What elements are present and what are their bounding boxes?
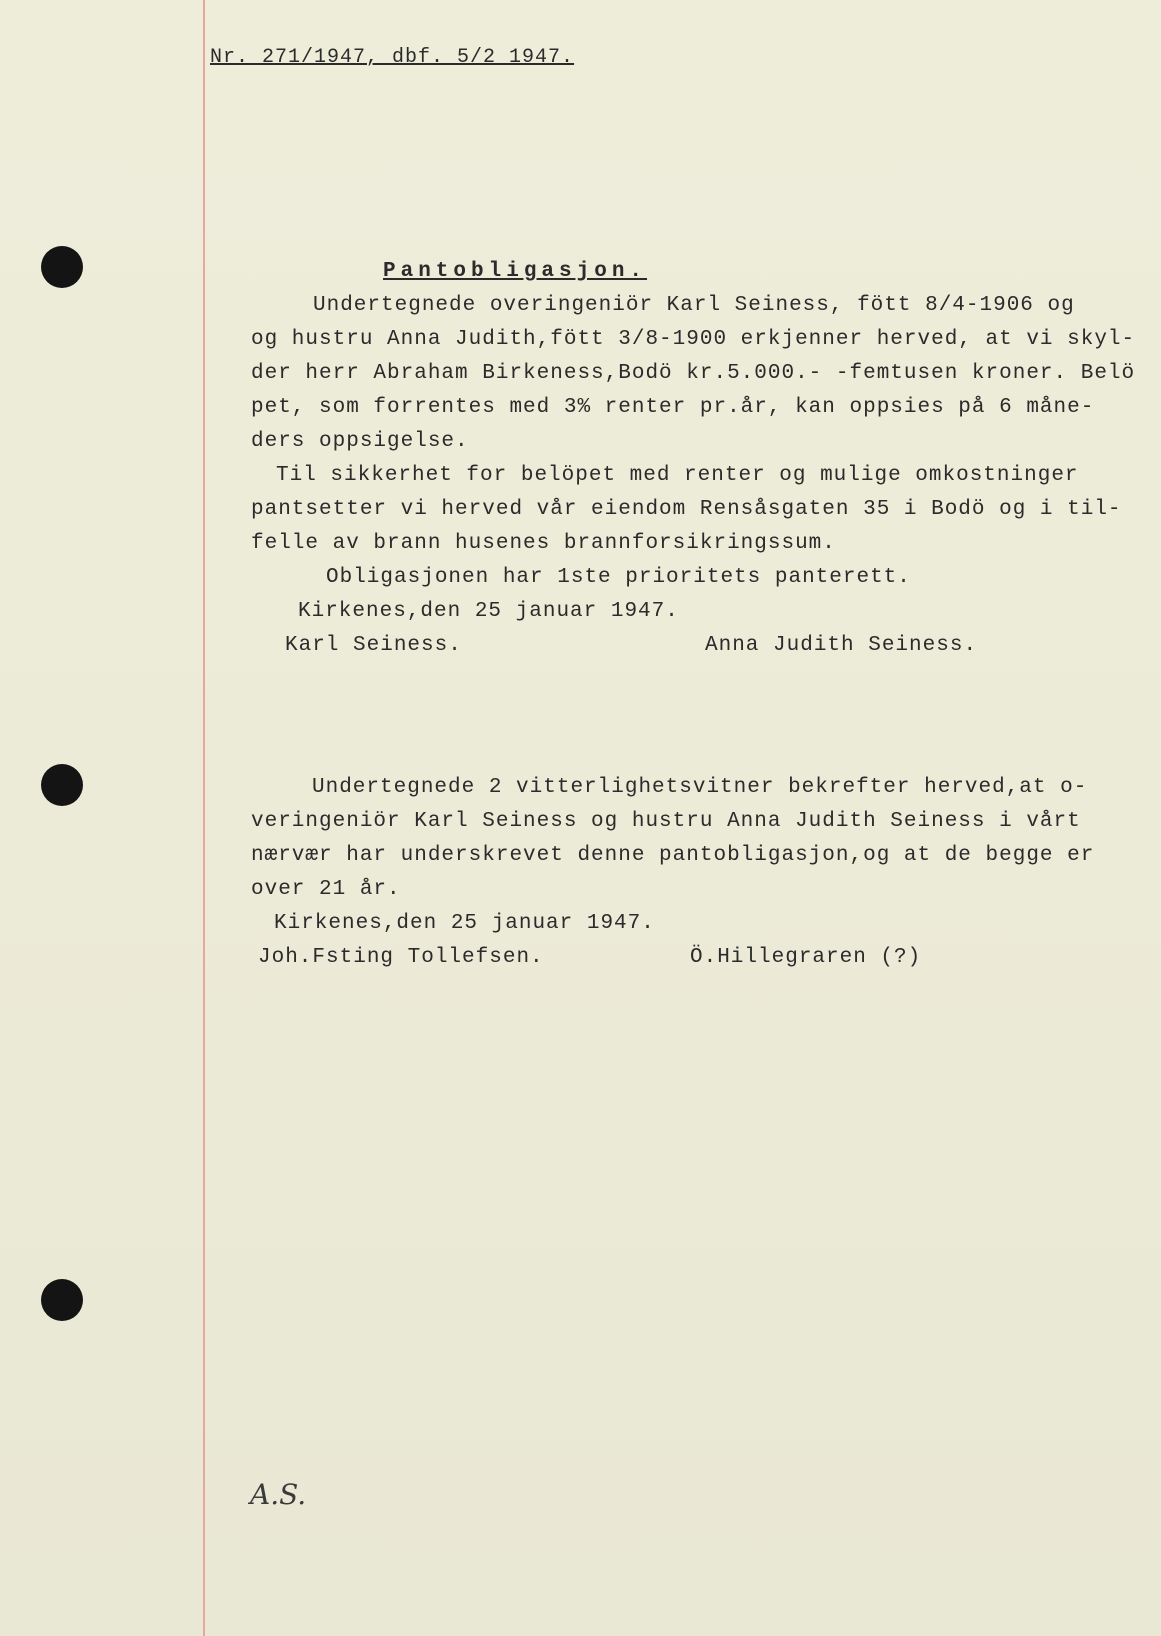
witness-place-date-line: Kirkenes,den 25 januar 1947.: [274, 912, 655, 935]
punch-hole: [41, 1279, 83, 1321]
punch-hole: [41, 246, 83, 288]
record-number-header: Nr. 271/1947, dbf. 5/2 1947.: [210, 46, 575, 69]
body-line: Obligasjonen har 1ste prioritets panterett.: [326, 566, 911, 589]
witness-line: over 21 år.: [251, 878, 401, 901]
witness-line: Undertegnede 2 vitterlighetsvitner bekrefter herved,at o-: [312, 776, 1088, 799]
body-line: Til sikkerhet for belöpet med renter og mulige omkostninger: [276, 464, 1079, 487]
handwritten-initials: A.S.: [250, 1478, 307, 1511]
signature-left: Karl Seiness.: [285, 634, 462, 657]
document-title: Pantobligasjon.: [383, 260, 648, 283]
punch-hole: [41, 764, 83, 806]
body-line: ders oppsigelse.: [251, 430, 469, 453]
body-line: der herr Abraham Birkeness,Bodö kr.5.000.- -femtusen kroner. Belö: [251, 362, 1136, 385]
signature-right: Anna Judith Seiness.: [705, 634, 978, 657]
place-date-line: Kirkenes,den 25 januar 1947.: [298, 600, 679, 623]
margin-rule: [203, 0, 205, 1636]
witness-line: veringeniör Karl Seiness og hustru Anna Judith Seiness i vårt: [251, 810, 1081, 833]
witness-signature-left: Joh.Fsting Tollefsen.: [258, 946, 544, 969]
witness-line: nærvær har underskrevet denne pantobligasjon,og at de begge er: [251, 844, 1095, 867]
body-line: felle av brann husenes brannforsikringssum.: [251, 532, 836, 555]
body-line: og hustru Anna Judith,fött 3/8-1900 erkjenner herved, at vi skyl-: [251, 328, 1136, 351]
body-line: pantsetter vi herved vår eiendom Rensåsgaten 35 i Bodö og i til-: [251, 498, 1122, 521]
witness-signature-right: Ö.Hillegraren (?): [690, 946, 922, 969]
body-line: Undertegnede overingeniör Karl Seiness, fött 8/4-1906 og: [313, 294, 1075, 317]
body-line: pet, som forrentes med 3% renter pr.år, kan oppsies på 6 måne-: [251, 396, 1095, 419]
